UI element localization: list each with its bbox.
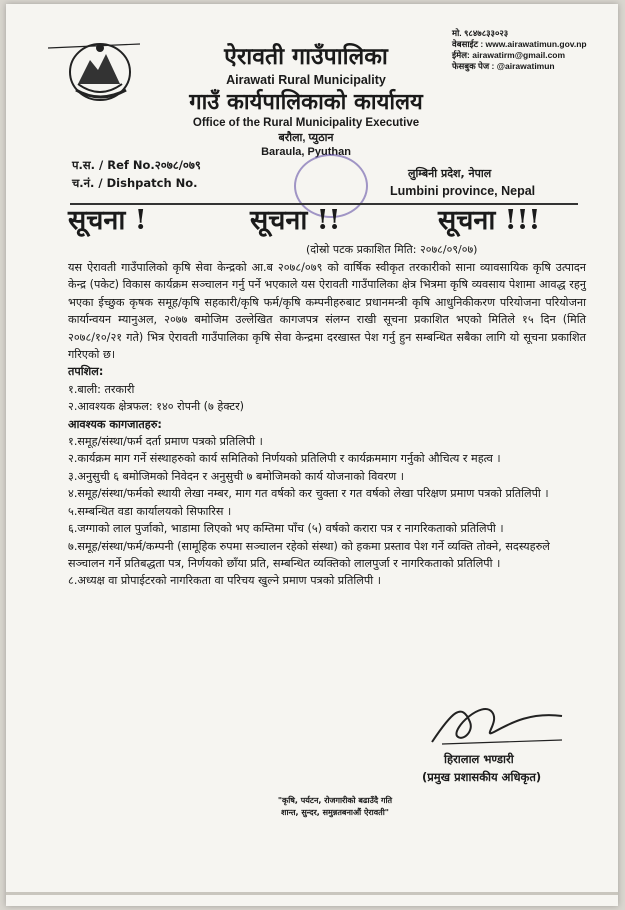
details-heading: तपशिल:: [68, 365, 104, 379]
nepal-government-emblem-icon: [48, 34, 140, 106]
footer-divider: [6, 892, 618, 895]
municipality-name-ne: ऐरावती गाउँपालिका: [224, 43, 388, 70]
notice-document: [6, 4, 618, 906]
detail-item: २.आवश्यक क्षेत्रफल: १४० रोपनी (७ हेक्टर): [68, 400, 245, 414]
contact-website: वेबसाईट : www.airawatimun.gov.np: [452, 39, 587, 49]
contact-email: ईमेल: airawatirm@gmail.com: [452, 50, 566, 60]
province-ne: लुम्बिनी प्रदेश, नेपाल: [408, 167, 492, 180]
slogan-line-1: "कृषि, पर्यटन, रोजगारीको बढाउँदै गति: [277, 796, 393, 805]
contact-phone: मो. ९८४७८३३०२३: [452, 28, 509, 38]
document-item: ५.सम्बन्धित वडा कार्यालयको सिफारिस ।: [68, 504, 232, 518]
document-item: ८.अध्यक्ष वा प्रोपाईटरको नागरिकता वा परिचय खुल्ने प्रमाण पत्रको प्रतिलिपी ।: [68, 574, 381, 588]
document-item: १.समूह/संस्था/फर्म दर्ता प्रमाण पत्रको प्रतिलिपी ।: [68, 435, 263, 449]
document-item: ३.अनुसुची ६ बमोजिमको निवेदन र अनुसुची ७ बमोजिमको कार्य योजनाको विवरण ।: [68, 469, 405, 483]
ref-number: प.स. / Ref No.२०७८/०७९: [72, 158, 201, 172]
intro-paragraph: यस ऐरावती गाउँपालिको कृषि सेवा केन्द्रको आ.ब २०७८/०७९ को वार्षिक स्वीकृत तरकारीको साना व्यावसायिक कृषि उत्पादन केन्द्र (पकेट) विकास कार्यक्रम सञ्चालन गर्नु पर्ने भएकाले यस ऐरावती गाउँपालिका क्षेत्र भित्रमा कृषि व्यवसाय पेशामा आवद्ध रहनु भएका ईच्छुक कृषक समूह/कृषि सहकारी/कृषि फर्म/कृषि कम्पनीहरुबाट प्रधानमन्त्री कृषि आधुनिकीकरण परियोजना परियोजना कार्यान्वयन म्यानुअल, २०७७ बमोजिम उल्लेखित कागजपत्र संलग्न राखी सूचना प्रकाशित भएको मितिले १५ दिन (मिति २०७८/१०/२१ गते) भित्र ऐरावती गाउँपालिका कृषि सेवा केन्द्रमा दरखास्त पेश गर्नु हुन सम्बन्धित सबैका लागि यो सूचना प्रकाशित गरिएको छ।: [68, 261, 586, 362]
province-en: Lumbini province, Nepal: [390, 184, 536, 198]
province-block: [390, 166, 570, 200]
documents-heading: आवश्यक कागजातहरु:: [68, 417, 162, 431]
office-header: [156, 42, 456, 159]
notice-title-left: सूचना !: [68, 205, 147, 236]
contact-block: [452, 28, 618, 72]
notice-title-center: सूचना !!: [250, 205, 341, 236]
municipality-name-en: Airawati Rural Municipality: [226, 73, 386, 87]
republish-date: (दोस्रो पटक प्रकाशित मिति: २०७८/०९/०७): [306, 243, 478, 256]
dispatch-number: च.नं. / Dishpatch No.: [72, 176, 198, 190]
place-ne: बरौला, प्युठान: [278, 132, 334, 144]
reference-block: [72, 156, 201, 192]
slogan: [250, 795, 420, 819]
office-name-en: Office of the Rural Municipality Executive: [192, 117, 420, 129]
slogan-line-2: शान्त, सुन्दर, समुन्नतबनाऔं ऐरावती": [281, 808, 389, 817]
document-item: ४.समूह/संस्था/फर्मको स्थायी लेखा नम्बर, माग गत वर्षको कर चुक्ता र गत वर्षको लेखा परिक्षण प्रमाण पत्रको प्रतिलिपी ।: [68, 487, 549, 501]
signatory-title: (प्रमुख प्रशासकीय अधिकृत): [422, 770, 542, 784]
notice-body: [68, 251, 586, 590]
document-item: २.कार्यक्रम माग गर्ने संस्थाहरुको कार्य समितिको निर्णयको प्रतिलिपी र कार्यक्रममाग गर्नुको औचित्य र महत्व ।: [68, 452, 501, 466]
notice-title-right: सूचना !!!: [438, 205, 541, 236]
document-item: ६.जग्गाको लाल पुर्जाको, भाडामा लिएको भए कम्तिमा पाँच (५) वर्षको करारा पत्र र नागरिकताको प्रतिलिपी ।: [68, 522, 504, 536]
place-en: Baraula, Pyuthan: [261, 146, 351, 158]
signatory-name: हिरालाल भण्डारी: [444, 752, 514, 766]
handwritten-signature-icon: [422, 692, 572, 752]
document-item: ७.समूह/संस्था/फर्म/कम्पनी (सामूहिक रुपमा सञ्चालन रहेको संस्था) को हकमा प्रस्ताव पेश गर्ने व्यक्ति तोक्ने, सदस्यहरुले सञ्चालन गर्ने प्रतिबद्धता पत्र, निर्णयको छाँया प्रति, सम्बन्धित व्यक्तिको लालपुर्जा र नागरिकताको प्रतिलिपी ।: [68, 539, 550, 570]
contact-facebook: फेसबुक पेज : @airawatimun: [452, 61, 555, 71]
detail-item: १.बाली: तरकारी: [68, 382, 135, 396]
office-name-ne: गाउँ कार्यपालिकाको कार्यालय: [189, 89, 423, 115]
